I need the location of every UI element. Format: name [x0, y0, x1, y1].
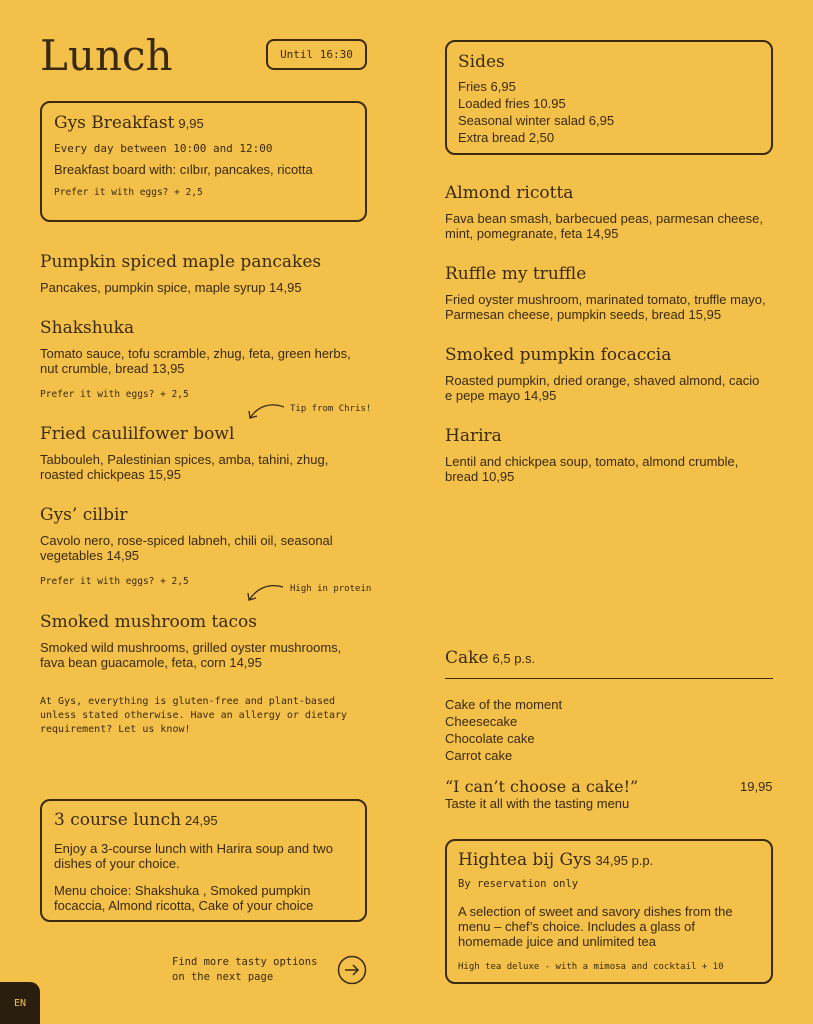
menu-item-almond-ricotta	[445, 183, 770, 241]
tasting-desc: Taste it all with the tasting menu	[445, 796, 630, 811]
hightea-desc: A selection of sweet and savory dishes from the menu – chef’s choice. Includes a glass of homemade juice and unlimited tea	[458, 904, 733, 949]
hightea-note: High tea deluxe - with a mimosa and cocktail + 10	[458, 962, 724, 972]
breakfast-note: Prefer it with eggs? + 2,5	[54, 187, 203, 198]
item-note: Prefer it with eggs? + 2,5	[40, 576, 189, 587]
sides-title: Sides	[458, 52, 505, 72]
curved-arrow-icon	[245, 582, 285, 604]
cake-title-text: Cake	[445, 648, 489, 668]
next-page-text	[172, 955, 317, 985]
item-desc: Smoked wild mushrooms, grilled oyster mushrooms, fava bean guacamole, feta, corn 14,95	[40, 640, 342, 670]
tip-chris	[246, 400, 371, 422]
hightea-price: 34,95 p.p.	[595, 853, 654, 868]
tip-chris-label: Tip from Chris!	[290, 404, 372, 414]
menu-item-pumpkin-focaccia	[445, 345, 770, 403]
next-page-line2: on the next page	[172, 971, 274, 983]
hightea-reservation: By reservation only	[458, 878, 579, 890]
hightea-card	[445, 839, 773, 984]
curved-arrow-icon	[246, 400, 286, 422]
item-title: Almond ricotta	[445, 183, 574, 203]
page-title: Lunch	[40, 31, 173, 80]
cake-title	[445, 648, 535, 669]
item-desc: Roasted pumpkin, dried orange, shaved almond, cacio e pepe mayo 14,95	[445, 373, 760, 403]
menu-item-pancakes	[40, 252, 360, 295]
cake-price: 6,5 p.s.	[492, 651, 536, 666]
item-title: Smoked pumpkin focaccia	[445, 345, 672, 365]
language-label: EN	[13, 997, 27, 1009]
item-note: Prefer it with eggs? + 2,5	[40, 389, 189, 400]
course-lunch-desc: Enjoy a 3-course lunch with Harira soup and two dishes of your choice.	[54, 841, 333, 871]
item-desc: Tabbouleh, Palestinian spices, amba, tahini, zhug, roasted chickpeas 15,95	[40, 452, 329, 482]
tip-protein	[245, 582, 370, 604]
course-lunch-title-text: 3 course lunch	[54, 810, 182, 830]
tasting-price: 19,95	[740, 779, 773, 794]
menu-item-ruffle-truffle	[445, 264, 770, 322]
item-desc: Fried oyster mushroom, marinated tomato, truffle mayo, Parmesan cheese, pumpkin seeds, bread 15,95	[445, 292, 766, 322]
item-desc: Cavolo nero, rose-spiced labneh, chili oil, seasonal vegetables 14,95	[40, 533, 333, 563]
allergy-note: At Gys, everything is gluten-free and plant-based unless stated otherwise. Have an allergy or dietary requirement? Let us know!	[40, 696, 348, 735]
sides-item: Loaded fries 10.95	[458, 96, 566, 111]
item-title: Shakshuka	[40, 318, 135, 338]
item-title: Harira	[445, 426, 502, 446]
cake-divider	[445, 678, 773, 679]
breakfast-title	[54, 113, 353, 134]
cake-item: Cheesecake	[445, 714, 518, 729]
next-page-button[interactable]	[337, 955, 367, 985]
next-page-line1: Find more tasty options	[172, 956, 318, 968]
cake-item: Cake of the moment	[445, 697, 563, 712]
menu-item-harira	[445, 426, 770, 484]
menu-item-shakshuka	[40, 318, 360, 401]
language-switch[interactable]	[0, 982, 40, 1024]
item-title: Smoked mushroom tacos	[40, 612, 257, 632]
sides-item: Fries 6,95	[458, 79, 516, 94]
cake-item: Carrot cake	[445, 748, 513, 763]
hightea-title	[458, 850, 760, 871]
item-title: Fried caulilfower bowl	[40, 424, 235, 444]
course-lunch-price: 24,95	[185, 813, 218, 828]
breakfast-title-text: Gys Breakfast	[54, 113, 175, 133]
cake-list	[445, 696, 562, 764]
sides-item: Extra bread 2,50	[458, 130, 555, 145]
menu-item-cauliflower-bowl	[40, 424, 360, 482]
breakfast-desc: Breakfast board with: cılbır, pancakes, ricotta	[54, 162, 313, 177]
cake-item: Chocolate cake	[445, 731, 535, 746]
menu-item-cilbir	[40, 505, 360, 588]
item-title: Ruffle my truffle	[445, 264, 587, 284]
course-lunch-choice: Menu choice: Shakshuka , Smoked pumpkin focaccia, Almond ricotta, Cake of your choice	[54, 883, 314, 913]
breakfast-card	[40, 101, 367, 222]
tasting-title: “I can’t choose a cake!”	[445, 777, 639, 796]
hours-badge	[266, 39, 367, 70]
hightea-title-text: Hightea bij Gys	[458, 850, 592, 870]
sides-item: Seasonal winter salad 6,95	[458, 113, 615, 128]
course-lunch-title	[54, 810, 353, 831]
item-desc: Lentil and chickpea soup, tomato, almond crumble, bread 10,95	[445, 454, 739, 484]
breakfast-price: 9,95	[178, 116, 204, 131]
arrow-right-circle-icon	[337, 955, 367, 985]
course-lunch-card	[40, 799, 367, 922]
breakfast-schedule: Every day between 10:00 and 12:00	[54, 142, 273, 155]
item-desc: Pancakes, pumpkin spice, maple syrup 14,95	[40, 280, 302, 295]
sides-card	[445, 40, 773, 155]
item-desc: Tomato sauce, tofu scramble, zhug, feta, green herbs, nut crumble, bread 13,95	[40, 346, 351, 376]
item-title: Pumpkin spiced maple pancakes	[40, 252, 322, 272]
item-title: Gys’ cilbir	[40, 505, 128, 525]
hours-badge-label: Until 16:30	[280, 48, 353, 61]
menu-item-mushroom-tacos	[40, 612, 360, 670]
item-desc: Fava bean smash, barbecued peas, parmesan cheese, mint, pomegranate, feta 14,95	[445, 211, 763, 241]
tip-protein-label: High in protein	[290, 584, 372, 594]
